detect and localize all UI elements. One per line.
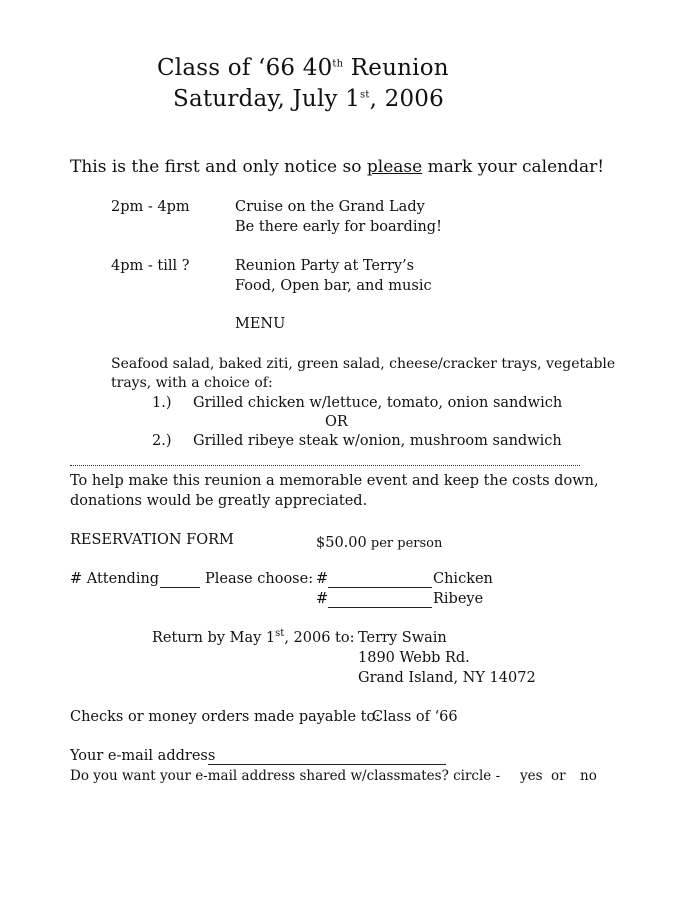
schedule-note: Food, Open bar, and music	[235, 278, 432, 294]
attending-label: # Attending	[70, 571, 160, 587]
choice-no[interactable]: no	[580, 768, 597, 784]
choice-or: or	[551, 768, 566, 784]
menu-description: Seafood salad, baked ziti, green salad, cheese/cracker trays, vegetable	[111, 356, 616, 372]
hash-symbol: #	[316, 571, 329, 587]
email-share-question: Do you want your e-mail address shared w/classmates? circle -	[70, 768, 501, 784]
choose-label: Please choose:	[205, 571, 314, 587]
address-city: Grand Island, NY 14072	[358, 670, 536, 686]
email-field[interactable]	[208, 750, 446, 765]
choice-yes[interactable]: yes	[520, 768, 543, 784]
schedule-event: Reunion Party at Terry’s	[235, 258, 415, 274]
checks-label: Checks or money orders made payable to:	[70, 709, 381, 725]
menu-description: trays, with a choice of:	[111, 375, 273, 391]
schedule-note: Be there early for boarding!	[235, 219, 442, 235]
menu-option-text: Grilled chicken w/lettuce, tomato, onion sandwich	[193, 395, 563, 411]
schedule-time: 4pm - till ?	[111, 258, 190, 274]
email-label: Your e-mail address	[70, 748, 216, 764]
checks-payee: Class of ‘66	[372, 709, 458, 725]
notice-line: This is the first and only notice so please mark your calendar!	[70, 157, 605, 177]
menu-option-text: Grilled ribeye steak w/onion, mushroom sandwich	[193, 433, 562, 449]
return-by-label: Return by May 1st, 2006 to:	[152, 628, 355, 646]
address-street: 1890 Webb Rd.	[358, 650, 470, 666]
menu-heading: MENU	[235, 316, 286, 332]
donation-text: To help make this reunion a memorable event and keep the costs down,	[70, 473, 599, 489]
reunion-title: Class of ‘66 40th Reunion	[157, 55, 449, 81]
reunion-date: Saturday, July 1st, 2006	[173, 86, 444, 112]
schedule-time: 2pm - 4pm	[111, 199, 190, 215]
reservation-label: RESERVATION FORM	[70, 532, 234, 548]
menu-or: OR	[325, 414, 348, 430]
ribeye-option: Ribeye	[433, 591, 484, 607]
reservation-price: $50.00 per person	[316, 535, 443, 551]
menu-option-number: 1.)	[152, 395, 172, 411]
schedule-event: Cruise on the Grand Lady	[235, 199, 425, 215]
menu-option-number: 2.)	[152, 433, 172, 449]
ribeye-count-field[interactable]	[328, 593, 432, 608]
attending-count-field[interactable]	[160, 573, 200, 588]
dotted-divider	[70, 465, 580, 466]
donation-text: donations would be greatly appreciated.	[70, 493, 368, 509]
chicken-option: Chicken	[433, 571, 493, 587]
chicken-count-field[interactable]	[328, 573, 432, 588]
address-name: Terry Swain	[358, 630, 447, 646]
hash-symbol: #	[316, 591, 329, 607]
